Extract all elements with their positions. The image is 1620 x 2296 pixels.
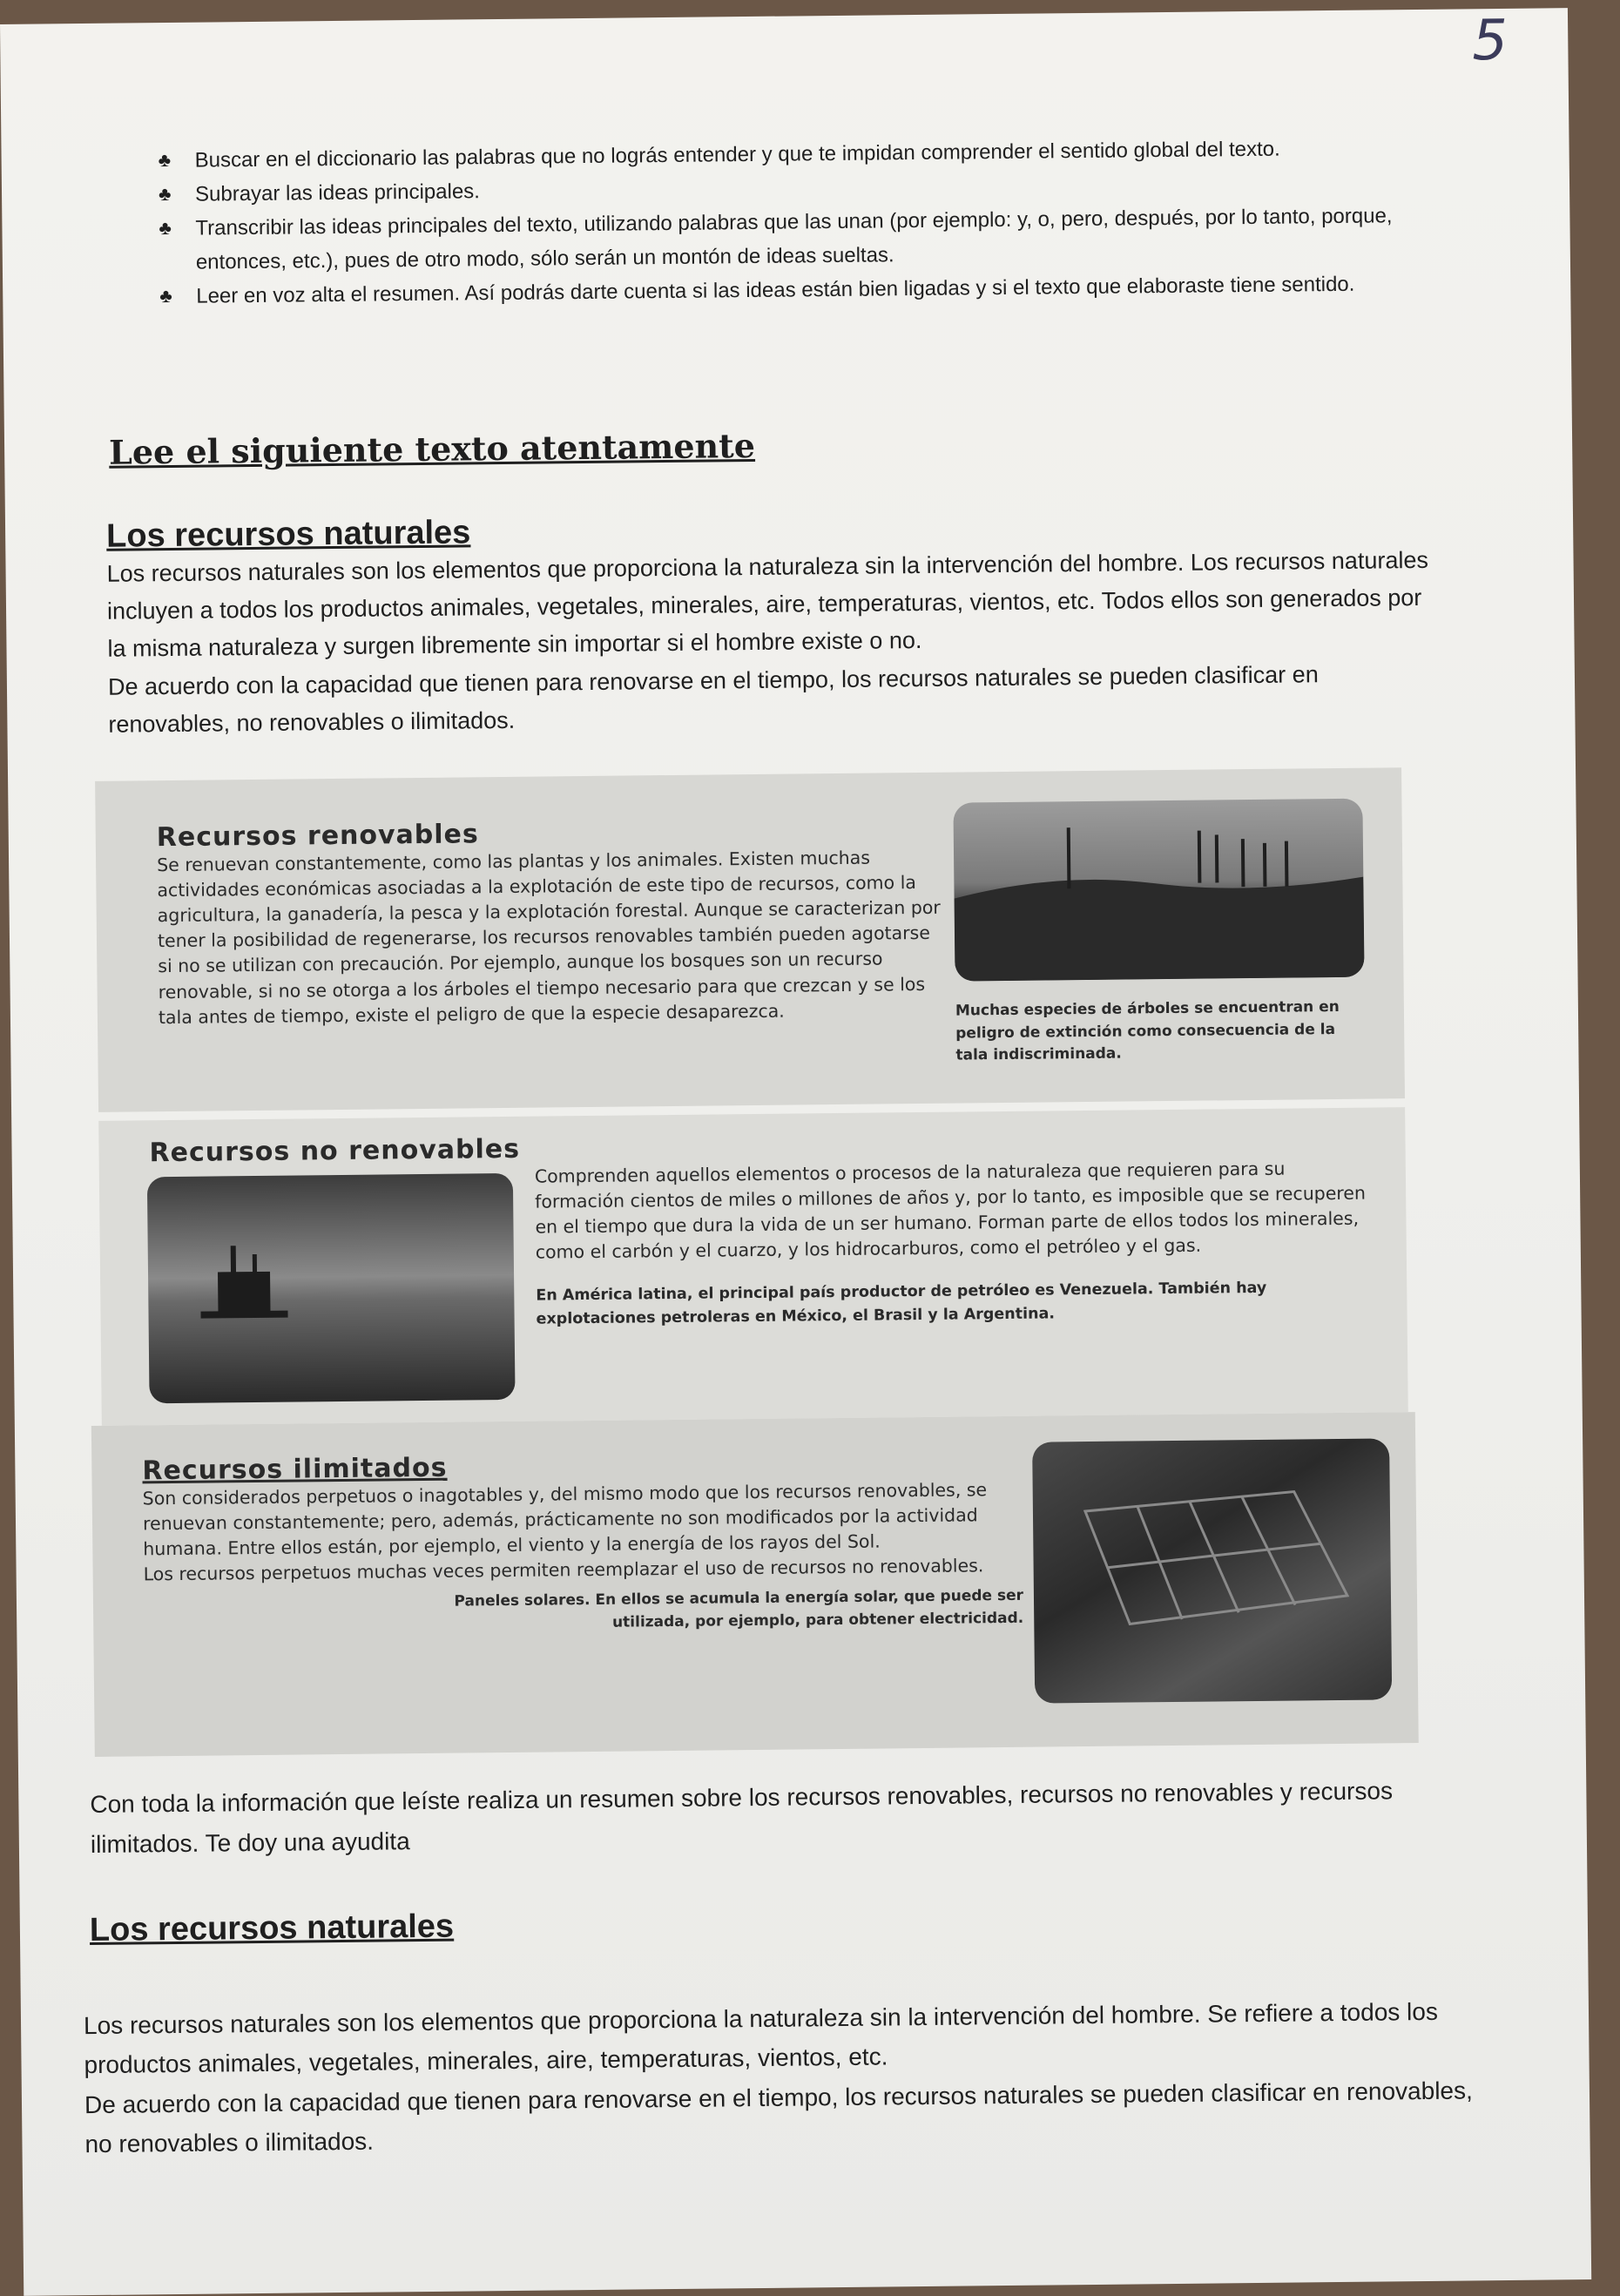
bullet-icon: ♣ [159,216,172,239]
summary-text [84,1991,1479,2164]
forest-photo [953,799,1364,982]
summary-title: Los recursos naturales [89,1908,455,1949]
renovables-text: Se renuevan constantemente, como las plantas y los animales. Existen muchas actividades económicas asociadas a la explotación de este tipo de recursos, como la agricultura, la ganadería, la pesca y la explotación forestal. Aunque se caracterizan por tener la posibilidad de regenerarse, los recursos renovables también pueden agotarse si no se utilizan con precaución. Por ejemplo, aunque los bosques son un recurso renovable, si no se otorga a los árboles el tiempo necesario para que crezcan y se los tala antes de tiempo, existe el peligro de que la especie desaparezca. [156,847,941,1028]
summary-paragraph: De acuerdo con la capacidad que tienen para renovarse en el tiempo, los recursos naturales se pueden clasificar en renovables, no renovables o ilimitados. [84,2077,1473,2158]
intro-paragraph: De acuerdo con la capacidad que tienen para renovarse en el tiempo, los recursos naturales se pueden clasificar en renovables, no renovables o ilimitados. [107,660,1319,738]
summary-instruction: Con toda la información que leíste realiza un resumen sobre los recursos renovables, recursos no renovables y recursos ilimitados. Te doy una ayudita [90,1777,1394,1859]
worksheet-page [0,8,1591,2296]
list-item-text: Buscar en el diccionario las palabras que no lográs entender y que te impidan comprender el sentido global del texto. [194,137,1280,172]
oil-platform-icon [147,1173,516,1403]
oil-platform-photo [147,1173,516,1403]
renovables-caption: Muchas especies de árboles se encuentran en peligro de extinción como consecuencia de la tala indiscriminada. [955,997,1340,1064]
intro-text [106,542,1432,744]
list-item-text: Transcribir las ideas principales del texto, utilizando palabras que las unan (por ejemplo: y, o, pero, después, por lo tanto, porque, entonces, etc.), pues de otro modo, sólo serán un montón de ideas sueltas. [195,204,1393,274]
renovables-box [95,767,1405,1112]
list-item-text: Leer en voz alta el resumen. Así podrás darte cuenta si las ideas están bien ligadas y si el texto que elaboraste tiene sentido. [196,272,1355,308]
no-renovables-text: Comprenden aquellos elementos o procesos de la naturaleza que requieren para su formación cientos de miles o millones de años y, por lo tanto, es imposible que se recuperen en el tiempo que dura la vida de un ser humano. Forman parte de ellos todos los minerales, como el carbón y el cuarzo, y los hidrocarburos, como el petróleo y el gas. [534,1158,1367,1263]
intro-paragraph: Los recursos naturales son los elementos que proporciona la naturaleza sin la intervención del hombre. Los recursos naturales incluyen a todos los productos animales, vegetales, minerales, aire, temperaturas, vientos, etc. Todos ellos son generados por la misma naturaleza y surgen libremente sin importar si el hombre existe o no. [106,546,1429,663]
ilimitados-title: Recursos ilimitados [142,1452,448,1487]
solar-panel-icon [1032,1438,1392,1703]
section-title: Los recursos naturales [105,514,471,555]
renovables-title: Recursos renovables [156,819,479,854]
lee-heading: Lee el siguiente texto atentamente [108,425,756,472]
solar-panels-photo [1032,1438,1392,1703]
no-renovables-box [98,1107,1408,1426]
no-renovables-content [535,1156,1373,1331]
no-renovables-caption: En América latina, el principal país productor de petróleo es Venezuela. También hay explotaciones petroleras en México, el Brasil y la Argentina. [536,1280,1267,1328]
ilimitados-caption: Paneles solares. En ellos se acumula la energía solar, que puede ser utilizada, por ejemplo, para obtener electricidad. [454,1587,1024,1631]
page-number: 5 [1471,8,1509,74]
ilimitados-text: Son considerados perpetuos o inagotables y, del mismo modo que los recursos renovables, se renuevan constantemente; pero, además, prácticamente no son modificados por la actividad humana. Entre ellos están, por ejemplo, el viento y la energía de los rayos del Sol. [142,1479,988,1560]
bullet-icon: ♣ [158,148,172,172]
renovables-content [157,814,942,1030]
bullet-icon: ♣ [159,284,172,307]
forest-icon [953,799,1364,982]
no-renovables-title: Recursos no renovables [149,1133,521,1169]
ilimitados-box [91,1412,1419,1757]
summary-paragraph: Los recursos naturales son los elementos que proporciona la naturaleza sin la intervención del hombre. Se refiere a todos los productos animales, vegetales, minerales, aire, temperaturas, vientos, etc. [83,1997,1439,2079]
list-item-text: Subrayar las ideas principales. [194,179,481,206]
ilimitados-content [142,1447,1023,1639]
intro-section [106,504,1433,744]
ilimitados-text-2: Los recursos perpetuos muchas veces permiten reemplazar el uso de recursos no renovables. [143,1555,984,1585]
instructions-list [158,132,1440,314]
bullet-icon: ♣ [158,182,172,205]
